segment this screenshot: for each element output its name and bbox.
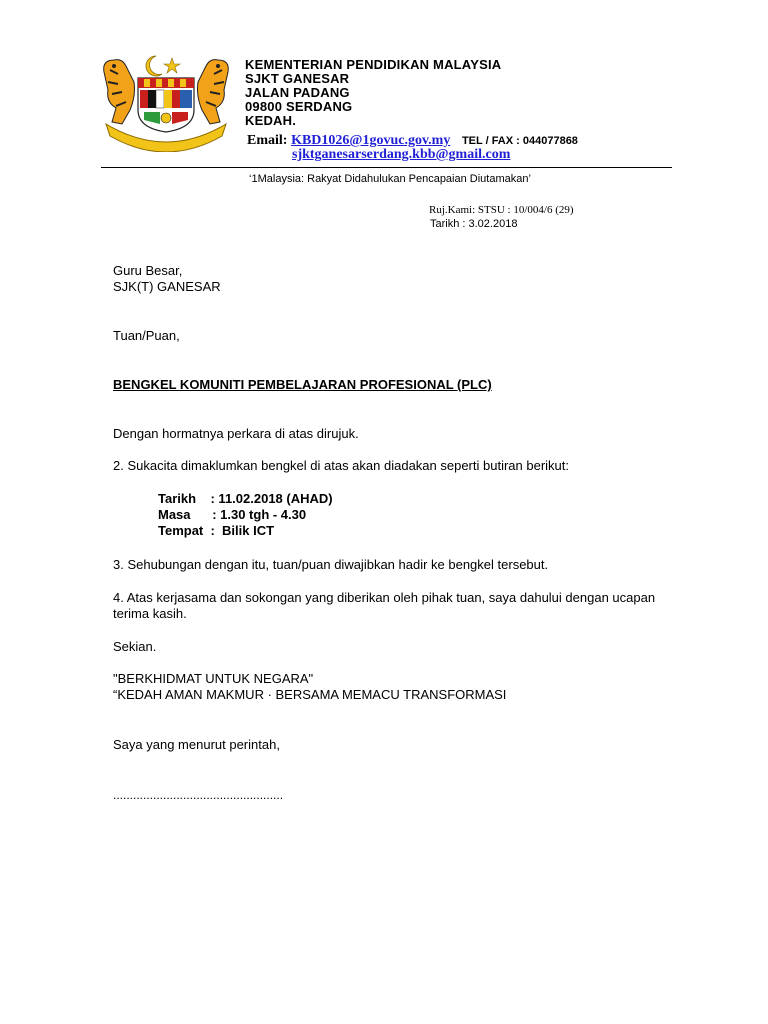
sign-off: Saya yang menurut perintah, [113, 737, 280, 752]
motto: ‘1Malaysia: Rakyat Didahulukan Pencapaian Diutamakan’ [249, 173, 531, 185]
tel-fax: TEL / FAX : 044077868 [461, 135, 578, 147]
detail-time: Masa : 1.30 tgh - 4.30 [158, 507, 307, 522]
reference-date: Tarikh : 3.02.2018 [430, 218, 518, 230]
coat-of-arms-logo [100, 52, 232, 152]
signature-line: ................................................... [113, 788, 284, 802]
email-secondary-link[interactable]: sjktganesarserdang.kbb@gmail.com [292, 147, 511, 162]
detail-venue: Tempat : Bilik ICT [158, 523, 275, 538]
reference-block [429, 203, 574, 231]
reference-number: Ruj.Kami: STSU : 10/004/6 (29) [429, 204, 574, 216]
slogan-2: “KEDAH AMAN MAKMUR · BERSAMA MEMACU TRANSFORMASI [113, 687, 507, 702]
paragraph-2: 2. Sukacita dimaklumkan bengkel di atas akan diadakan seperti butiran berikut: [113, 458, 569, 473]
subject-heading: BENGKEL KOMUNITI PEMBELAJARAN PROFESIONAL (PLC) [113, 377, 492, 392]
organization-address [245, 58, 501, 128]
closing: Sekian. [113, 639, 157, 654]
paragraph-3: 3. Sehubungan dengan itu, tuan/puan diwajibkan hadir ke bengkel tersebut. [113, 557, 549, 572]
address-state: KEDAH. [245, 113, 297, 128]
email-primary-link[interactable]: KBD1026@1govuc.gov.my [291, 133, 451, 148]
paragraph-1: Dengan hormatnya perkara di atas dirujuk. [113, 426, 359, 441]
salutation: Tuan/Puan, [113, 328, 180, 343]
detail-date: Tarikh : 11.02.2018 (AHAD) [158, 491, 333, 506]
email-label: Email: [247, 133, 288, 148]
header-divider [101, 167, 672, 168]
recipient-school: SJK(T) GANESAR [113, 279, 221, 294]
recipient-title: Guru Besar, [113, 263, 183, 278]
address-street: JALAN PADANG [245, 85, 350, 100]
address-postcode: 09800 SERDANG [245, 99, 353, 114]
ministry-name: KEMENTERIAN PENDIDIKAN MALAYSIA [245, 57, 502, 72]
slogan-1: "BERKHIDMAT UNTUK NEGARA" [113, 671, 314, 686]
school-name: SJKT GANESAR [245, 71, 350, 86]
event-details [158, 491, 333, 539]
paragraph-4: 4. Atas kerjasama dan sokongan yang diberikan oleh pihak tuan, saya dahului dengan ucapan terima kasih. [113, 590, 656, 621]
